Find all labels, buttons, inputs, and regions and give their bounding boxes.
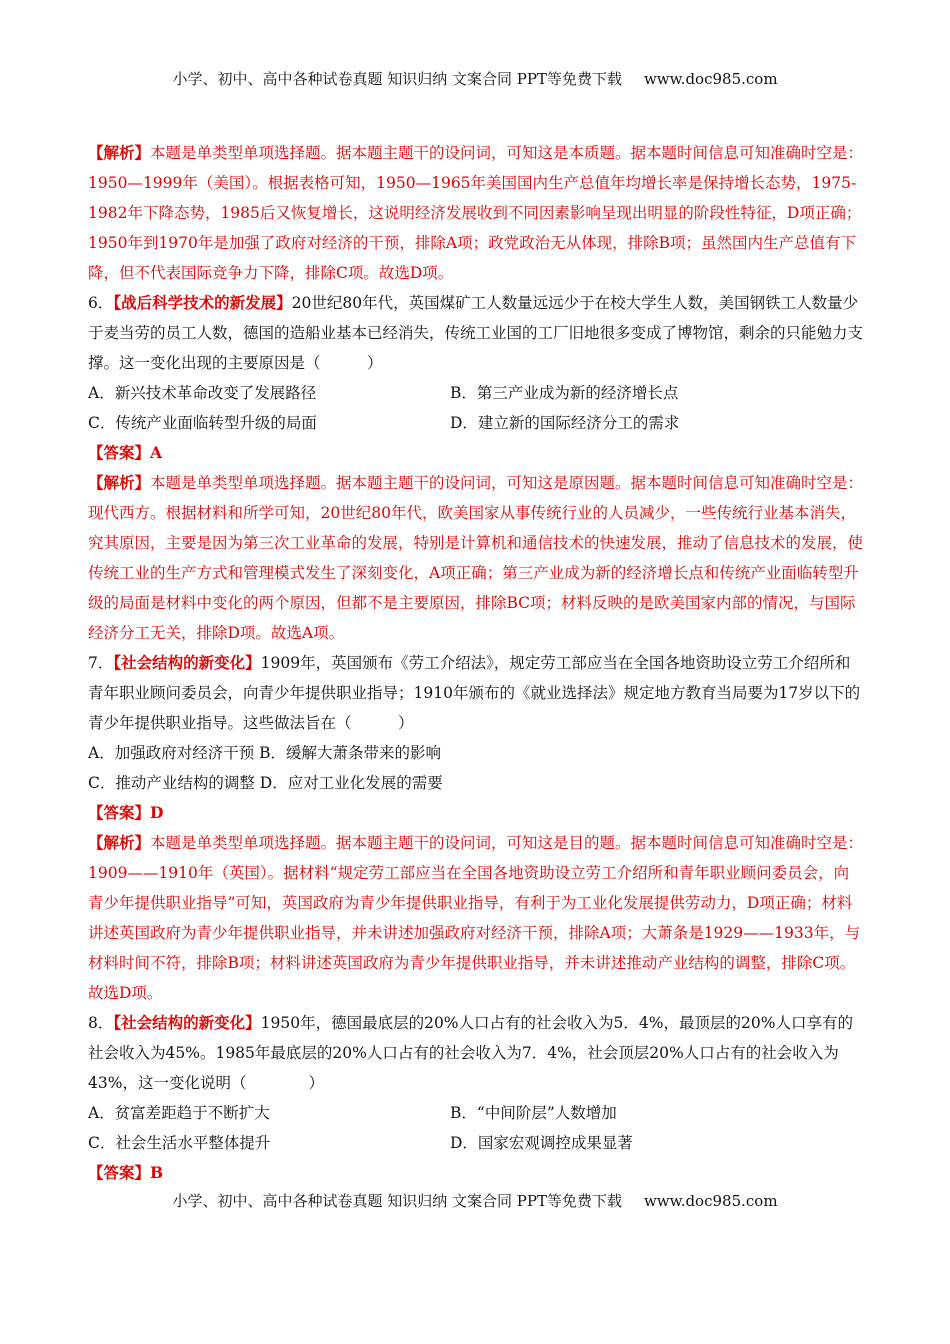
q6-option-a: A．新兴技术革命改变了发展路径 [88, 384, 317, 402]
question-content [88, 138, 864, 1188]
q7-answer-value: D [150, 803, 164, 822]
q5-analysis [88, 138, 864, 288]
q5-analysis-label: 【解析】 [88, 143, 151, 162]
q6-tag: 【战后科学技术的新发展】 [113, 293, 292, 312]
footer-text: 小学、初中、高中各种试卷真题 知识归纳 文案合同 PPT等免费下载 [172, 1192, 622, 1210]
q6-answer-value: A [150, 443, 163, 462]
q8-answer-value: B [150, 1163, 164, 1182]
q8-option-b: B．“中间阶层”人数增加 [450, 1104, 617, 1122]
q8-option-d: D．国家宏观调控成果显著 [450, 1134, 633, 1152]
header-text: 小学、初中、高中各种试卷真题 知识归纳 文案合同 PPT等免费下载 [172, 70, 622, 88]
q8-number: 8． [88, 1014, 114, 1032]
q8-options-row-2 [88, 1128, 864, 1158]
q6-option-d: D．建立新的国际经济分工的需求 [450, 414, 680, 432]
q7-number: 7． [88, 654, 114, 672]
q6-options-row-2 [88, 408, 864, 438]
q8-answer [88, 1158, 864, 1188]
q7-analysis-text: 本题是单类型单项选择题。据本题主题干的设问词，可知这是目的题。据本题时间信息可知准确时空是：1909——1910年（英国）。据材料“规定劳工部应当在全国各地资助设立劳工介绍所和青年职业顾问委员会，向青少年提供职业指导”可知，英国政府为青少年提供职业指导，有利于为工业化发展提供劳动力，D项正确；材料讲述英国政府为青少年提供职业指导，并未讲述加强政府对经济干预，排除A项；大萧条是1929——1933年，与材料时间不符，排除B项；材料讲述英国政府为青少年提供职业指导，并未讲述推动产业结构的调整，排除C项。故选D项。 [88, 834, 864, 1002]
q5-analysis-text: 本题是单类型单项选择题。据本题主题干的设问词，可知这是本质题。据本题时间信息可知准确时空是：1950—1999年（美国）。根据表格可知，1950—1965年美国国内生产总值年均增长率是保持增长态势，1975-1982年下降态势，1985后又恢复增长，这说明经济发展收到不同因素影响呈现出明显的阶段性特征，D项正确；1950年到1970年是加强了政府对经济的干预，排除A项；政党政治无从体现，排除B项；虽然国内生产总值有下降，但不代表国际竞争力下降，排除C项。故选D项。 [88, 144, 864, 282]
q8-answer-label: 【答案】 [88, 1163, 151, 1182]
q8-tag: 【社会结构的新变化】 [113, 1013, 261, 1032]
q8-options-row-1 [88, 1098, 864, 1128]
q7-options-cd: C．推动产业结构的调整 D．应对工业化发展的需要 [88, 774, 443, 792]
q7-answer-label: 【答案】 [88, 803, 151, 822]
q6-option-c: C．传统产业面临转型升级的局面 [88, 414, 317, 432]
q6-stem [88, 288, 864, 378]
q6-number: 6． [88, 294, 114, 312]
q6-analysis-text: 本题是单类型单项选择题。据本题主题干的设问词，可知这是原因题。据本题时间信息可知准确时空是：现代西方。根据材料和所学可知，20世纪80年代，欧美国家从事传统行业的人员减少，一些传统行业基本消失，究其原因，主要是因为第三次工业革命的发展，特别是计算机和通信技术的快速发展，推动了信息技术的发展，使传统工业的生产方式和管理模式发生了深刻变化，A项正确；第三产业成为新的经济增长点和传统产业面临转型升级的局面是材料中变化的两个原因，但都不是主要原因，排除BC项；材料反映的是欧美国家内部的情况，与国际经济分工无关，排除D项。故选A项。 [88, 474, 864, 642]
q7-tag: 【社会结构的新变化】 [113, 653, 261, 672]
q7-options-ab: A．加强政府对经济干预 B．缓解大萧条带来的影响 [88, 744, 442, 762]
q6-answer-label: 【答案】 [88, 443, 151, 462]
footer-url[interactable]: www.doc985.com [643, 1192, 778, 1210]
q8-option-a: A．贫富差距趋于不断扩大 [88, 1104, 270, 1122]
q6-analysis [88, 468, 864, 648]
q6-stem-text: 20世纪80年代，英国煤矿工人数量远远少于在校大学生人数，美国钢铁工人数量少于麦当劳的员工人数，德国的造船业基本已经消失，传统工业国的工厂旧地很多变成了博物馆，剩余的只能勉力支撑。这一变化出现的主要原因是（ ） [88, 294, 864, 372]
q7-analysis [88, 828, 864, 1008]
q8-stem-text: 1950年，德国最底层的20%人口占有的社会收入为5．4%，最顶层的20%人口享有的社会收入为45%。1985年最底层的20%人口占有的社会收入为7．4%，社会顶层20%人口占有的社会收入为43%，这一变化说明（ ） [88, 1014, 853, 1092]
q6-option-b: B．第三产业成为新的经济增长点 [450, 384, 679, 402]
q6-analysis-label: 【解析】 [88, 473, 151, 492]
header-url[interactable]: www.doc985.com [643, 70, 778, 88]
q6-options-row-1 [88, 378, 864, 408]
q7-analysis-label: 【解析】 [88, 833, 151, 852]
q7-stem-text: 1909年，英国颁布《劳工介绍法》，规定劳工部应当在全国各地资助设立劳工介绍所和青年职业顾问委员会，向青少年提供职业指导；1910年颁布的《就业选择法》规定地方教育当局要为17岁以下的青少年提供职业指导。这些做法旨在（ ） [88, 654, 861, 732]
q6-answer [88, 438, 864, 468]
page-header [0, 68, 950, 89]
q7-stem [88, 648, 864, 738]
q8-stem [88, 1008, 864, 1098]
page-footer [0, 1190, 950, 1211]
q8-option-c: C．社会生活水平整体提升 [88, 1134, 271, 1152]
q7-answer [88, 798, 864, 828]
